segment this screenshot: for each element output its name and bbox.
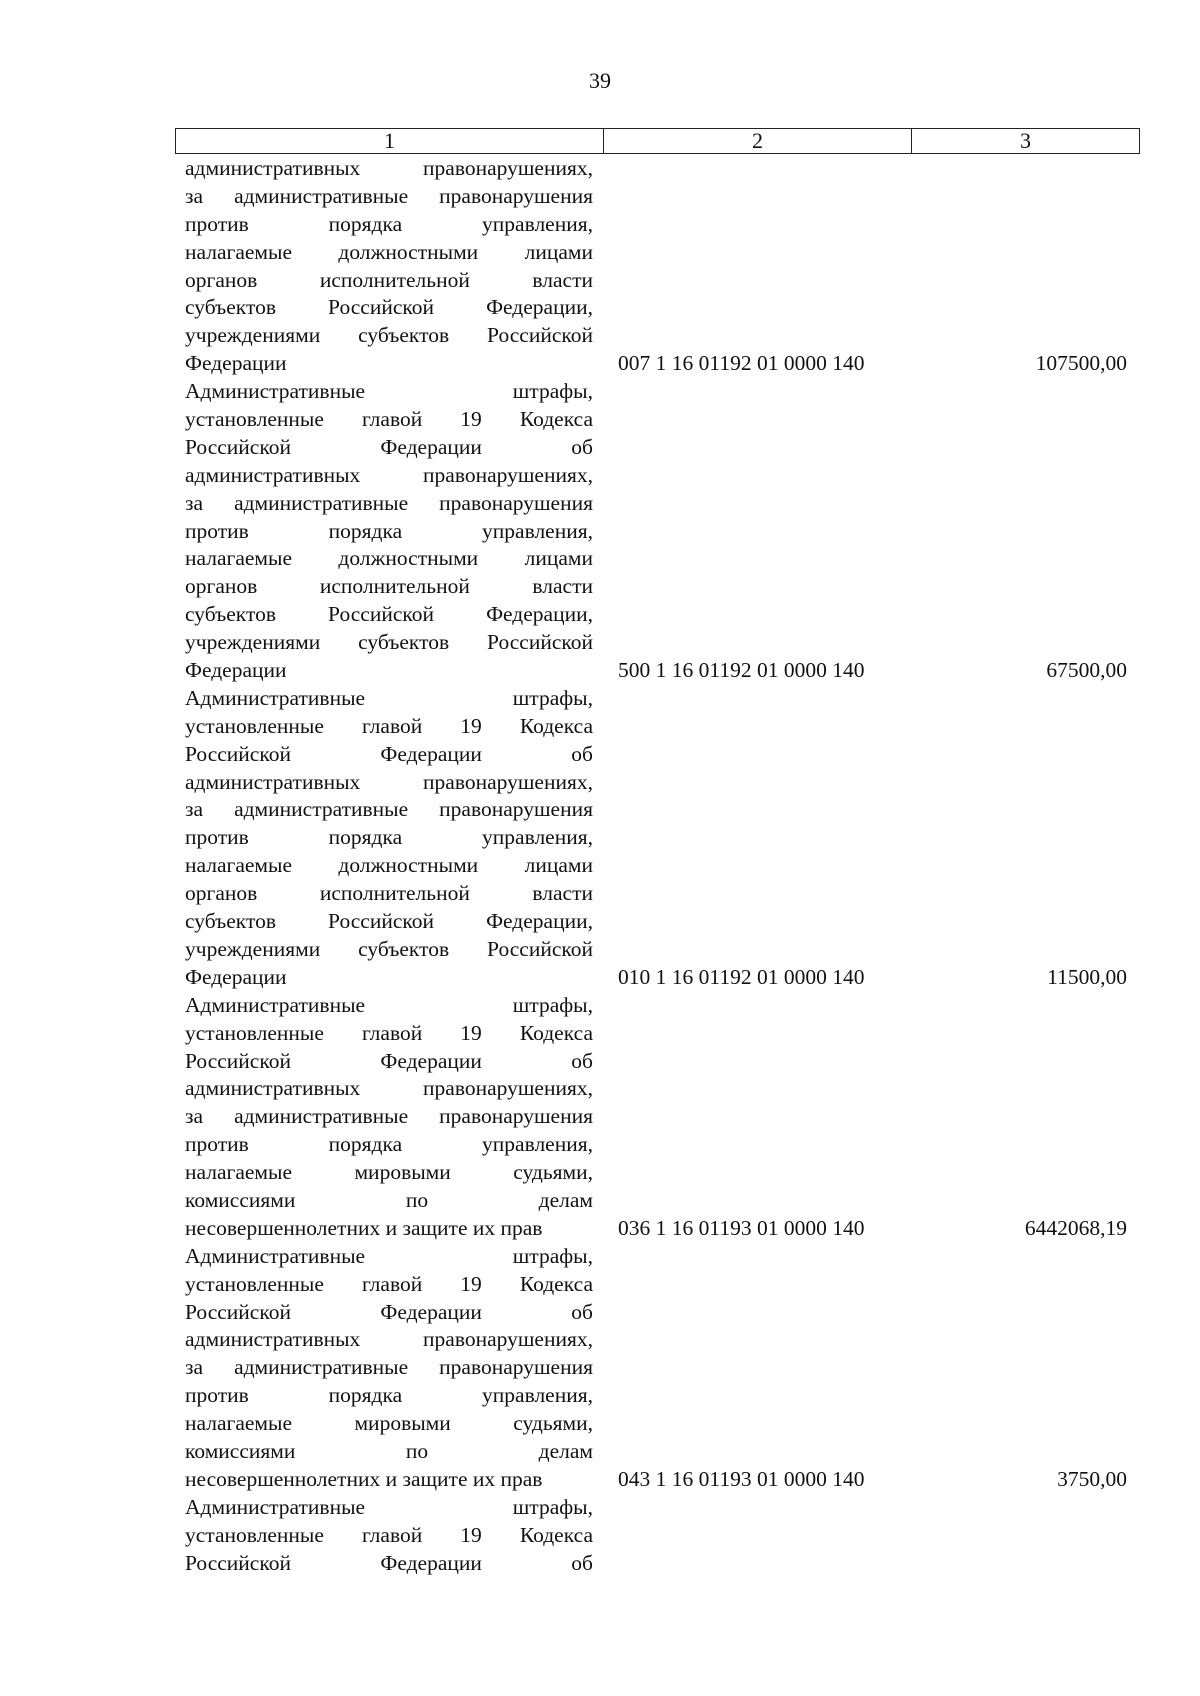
- row-description-line: Административные штрафы,: [185, 1494, 593, 1519]
- row-description-line: за административные правонарушения: [185, 797, 593, 822]
- table-row-line: [0, 852, 1200, 880]
- amount: 107500,00: [1035, 351, 1127, 376]
- row-description-line: установленные главой 19 Кодекса: [185, 1522, 593, 1547]
- table-row-line: [0, 322, 1200, 350]
- table-row-line: [0, 573, 1200, 601]
- budget-code: 010 1 16 01192 01 0000 140: [618, 964, 865, 989]
- row-description-line: налагаемые мировыми судьями,: [185, 1411, 593, 1436]
- row-description-line: за административные правонарушения: [185, 183, 593, 208]
- row-description-line: Российской Федерации об: [185, 741, 593, 766]
- table-row-line: [0, 1020, 1200, 1048]
- table-row-line: [0, 518, 1200, 546]
- table-row-line: [0, 378, 1200, 406]
- budget-code: 007 1 16 01192 01 0000 140: [618, 351, 865, 376]
- table-row-line: [0, 769, 1200, 797]
- row-description-line: административных правонарушениях,: [185, 156, 593, 180]
- row-description-line: установленные главой 19 Кодекса: [185, 1020, 593, 1045]
- table-row-line: [0, 1410, 1200, 1438]
- table-row-line: [0, 490, 1200, 518]
- row-description-line: против порядка управления,: [185, 518, 593, 543]
- row-description-line: против порядка управления,: [185, 825, 593, 850]
- row-description-line: административных правонарушениях,: [185, 462, 593, 487]
- table-row-line: [0, 1048, 1200, 1076]
- row-description-line: учреждениями субъектов Российской: [185, 630, 593, 655]
- table-row-line: [0, 741, 1200, 769]
- table-row-line: [0, 1131, 1200, 1159]
- row-description-line: административных правонарушениях,: [185, 1076, 593, 1101]
- row-description-line: административных правонарушениях,: [185, 769, 593, 794]
- table-row-line: [0, 964, 1200, 992]
- table-row-line: [0, 657, 1200, 685]
- table-row-line: [0, 434, 1200, 462]
- row-description-line: Федерации: [185, 964, 287, 989]
- row-description-line: налагаемые должностными лицами: [185, 546, 593, 571]
- row-description-line: за административные правонарушения: [185, 490, 593, 515]
- table-row-line: [0, 629, 1200, 657]
- row-description-line: за административные правонарушения: [185, 1104, 593, 1129]
- table-row-line: [0, 1382, 1200, 1410]
- table-row-line: [0, 1187, 1200, 1215]
- table-row-line: [0, 936, 1200, 964]
- table-row-line: [0, 1494, 1200, 1522]
- column-header-2: 2: [604, 129, 912, 153]
- table-row-line: [0, 545, 1200, 573]
- table-row-line: [0, 211, 1200, 239]
- table-row-line: [0, 239, 1200, 267]
- table-row-line: [0, 1159, 1200, 1187]
- table-header: [175, 128, 1140, 154]
- table-row-line: [0, 1466, 1200, 1494]
- table-row-line: [0, 1438, 1200, 1466]
- row-description-line: субъектов Российской Федерации,: [185, 295, 593, 320]
- row-description-line: учреждениями субъектов Российской: [185, 323, 593, 348]
- row-description-line: против порядка управления,: [185, 1383, 593, 1408]
- column-header-3: 3: [1020, 128, 1031, 153]
- amount: 11500,00: [1047, 964, 1127, 989]
- row-description-line: административных правонарушениях,: [185, 1327, 593, 1352]
- row-description-line: налагаемые мировыми судьями,: [185, 1160, 593, 1185]
- budget-code: 036 1 16 01193 01 0000 140: [618, 1215, 865, 1240]
- table-row-line: [0, 1075, 1200, 1103]
- budget-code: 500 1 16 01192 01 0000 140: [618, 658, 865, 683]
- table-row-line: [0, 183, 1200, 211]
- table-body: [0, 155, 1200, 1577]
- table-row-line: [0, 155, 1200, 183]
- row-description-line: за административные правонарушения: [185, 1355, 593, 1380]
- table-row-line: [0, 406, 1200, 434]
- page-number: 39: [589, 68, 611, 93]
- row-description-line: налагаемые должностными лицами: [185, 853, 593, 878]
- amount: 3750,00: [1057, 1466, 1127, 1491]
- table-row-line: [0, 1271, 1200, 1299]
- row-description-line: установленные главой 19 Кодекса: [185, 407, 593, 432]
- row-description-line: субъектов Российской Федерации,: [185, 909, 593, 934]
- row-description-line: Административные штрафы,: [185, 379, 593, 404]
- row-description-line: Административные штрафы,: [185, 1243, 593, 1268]
- row-description-line: Российской Федерации об: [185, 1299, 593, 1324]
- table-row-line: [0, 350, 1200, 378]
- row-description-line: органов исполнительной власти: [185, 574, 593, 599]
- row-description-line: установленные главой 19 Кодекса: [185, 713, 593, 738]
- row-description-line: Административные штрафы,: [185, 992, 593, 1017]
- row-description-line: учреждениями субъектов Российской: [185, 936, 593, 961]
- table-row-line: [0, 294, 1200, 322]
- amount: 67500,00: [1046, 658, 1127, 683]
- budget-code: 043 1 16 01193 01 0000 140: [618, 1466, 865, 1491]
- table-row-line: [0, 1243, 1200, 1271]
- table-row-line: [0, 462, 1200, 490]
- row-description-line: органов исполнительной власти: [185, 267, 593, 292]
- table-row-line: [0, 824, 1200, 852]
- row-description-line: против порядка управления,: [185, 1132, 593, 1157]
- table-row-line: [0, 1299, 1200, 1327]
- table-row-line: [0, 796, 1200, 824]
- table-row-line: [0, 880, 1200, 908]
- row-description-line: Российской Федерации об: [185, 1048, 593, 1073]
- row-description-line: Российской Федерации об: [185, 434, 593, 459]
- table-row-line: [0, 601, 1200, 629]
- table-row-line: [0, 1550, 1200, 1578]
- row-description-line: Российской Федерации об: [185, 1550, 593, 1575]
- table-row-line: [0, 713, 1200, 741]
- table-row-line: [0, 1103, 1200, 1131]
- table-row-line: [0, 685, 1200, 713]
- row-description-line: органов исполнительной власти: [185, 881, 593, 906]
- row-description-line: субъектов Российской Федерации,: [185, 602, 593, 627]
- row-description-line: Федерации: [185, 351, 287, 376]
- row-description-line: Федерации: [185, 658, 287, 683]
- table-row-line: [0, 267, 1200, 295]
- column-header-1: 1: [176, 129, 604, 153]
- row-description-line: установленные главой 19 Кодекса: [185, 1271, 593, 1296]
- table-row-line: [0, 992, 1200, 1020]
- table-row-line: [0, 1215, 1200, 1243]
- row-description-line: комиссиями по делам: [185, 1187, 593, 1212]
- row-description-line: комиссиями по делам: [185, 1438, 593, 1463]
- amount: 6442068,19: [1024, 1215, 1127, 1240]
- row-description-line: против порядка управления,: [185, 211, 593, 236]
- table-row-line: [0, 908, 1200, 936]
- table-row-line: [0, 1326, 1200, 1354]
- row-description-line: налагаемые должностными лицами: [185, 239, 593, 264]
- table-row-line: [0, 1522, 1200, 1550]
- row-description-line: несовершеннолетних и защите их прав: [185, 1466, 543, 1491]
- table-row-line: [0, 1354, 1200, 1382]
- row-description-line: несовершеннолетних и защите их прав: [185, 1215, 543, 1240]
- row-description-line: Административные штрафы,: [185, 685, 593, 710]
